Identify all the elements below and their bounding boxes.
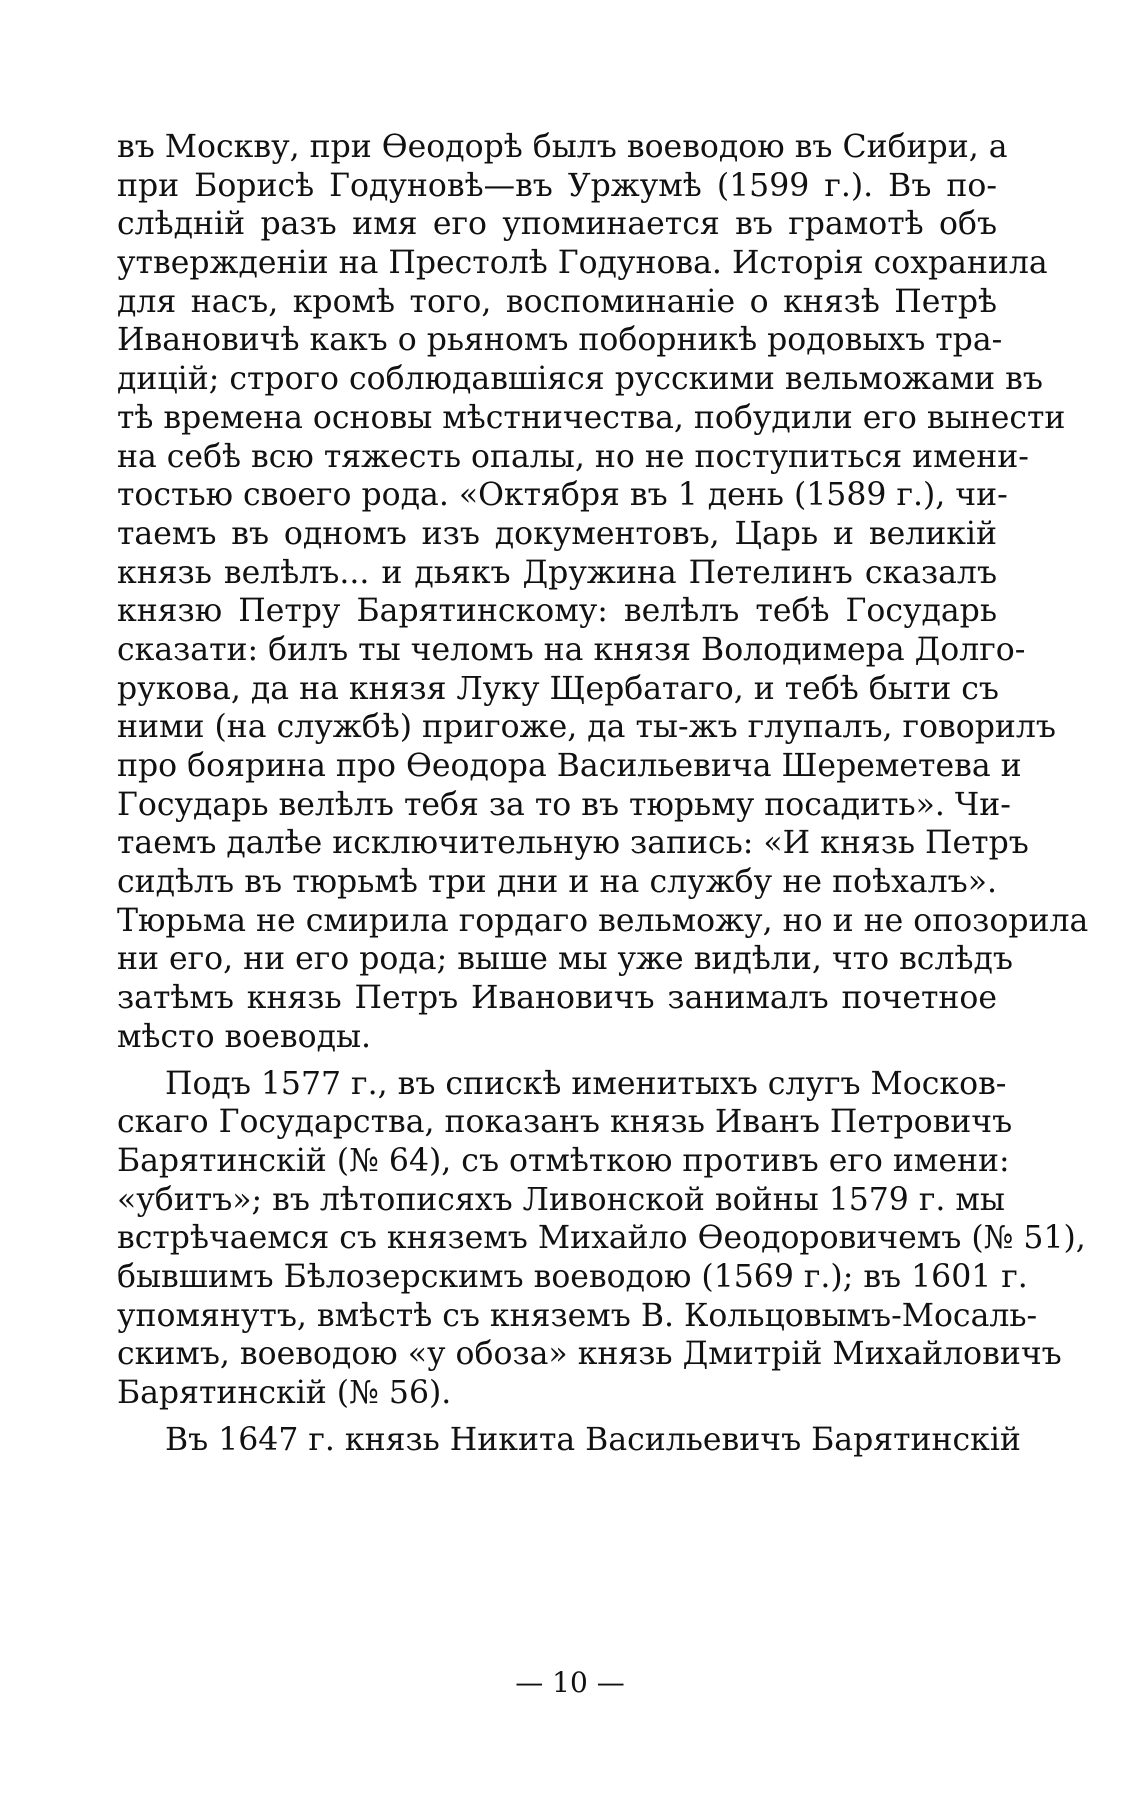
text-line: ними (на службѣ) пригоже, да ты-жъ глупалъ, говорилъ (117, 709, 1056, 746)
text-line: рукова, да на князя Луку Щербатаго, и тебѣ быти съ (117, 670, 999, 707)
paragraph-3 (117, 1421, 1021, 1460)
text-line: тостью своего рода. «Октября въ 1 день (1589 г.), чи- (117, 477, 1008, 514)
paragraph-1 (117, 128, 1089, 1057)
text-line: таемъ въ одномъ изъ документовъ, Царь и великій (117, 515, 997, 552)
text-line: упомянутъ, вмѣстѣ съ княземъ В. Кольцовымъ-Мосаль- (117, 1297, 1038, 1334)
paragraph-gap (117, 1413, 997, 1421)
text-line: въ Москву, при Ѳеодорѣ былъ воеводою въ Сибири, а (117, 129, 1008, 165)
text-line: дицій; строго соблюдавшіяся русскими вельможами въ (117, 361, 1043, 398)
page-number: — 10 — (515, 1666, 625, 1699)
body-text (117, 128, 1089, 1459)
paragraph-gap (117, 1057, 997, 1065)
text-line: сидѣлъ въ тюрьмѣ три дни и на службу не поѣхалъ». (117, 864, 997, 901)
text-line: тѣ времена основы мѣстничества, побудили его вынести (117, 399, 1066, 436)
text-line: скаго Государства, показанъ князь Иванъ Петровичъ (117, 1104, 1013, 1141)
text-line: для насъ, кромѣ того, воспоминаніе о князѣ Петрѣ (117, 283, 997, 320)
text-line: мѣсто воеводы. (117, 1018, 372, 1055)
text-line: Подъ 1577 г., въ спискѣ именитыхъ слугъ Москов- (165, 1065, 1007, 1102)
text-line: таемъ далѣе исключительную запись: «И князь Петръ (117, 825, 1029, 862)
text-line: Барятинскій (№ 56). (117, 1375, 452, 1411)
text-line: сказати: билъ ты челомъ на князя Володимера Долго- (117, 631, 1026, 668)
text-line: ни его, ни его рода; выше мы уже видѣли, что вслѣдъ (117, 941, 1013, 978)
text-line: утвержденіи на Престолѣ Годунова. Исторія сохранила (117, 245, 1048, 282)
paragraph-2 (117, 1065, 1086, 1413)
text-line: встрѣчаемся съ княземъ Михайло Ѳеодоровичемъ (№ 51), (117, 1220, 1086, 1257)
text-line: при Борисѣ Годуновѣ—въ Уржумѣ (1599 г.). Въ по- (117, 167, 997, 204)
text-line: на себѣ всю тяжесть опалы, но не поступиться имени- (117, 438, 1029, 475)
text-line: скимъ, воеводою «у обоза» князь Дмитрій Михайловичъ (117, 1336, 1062, 1373)
text-line: про боярина про Ѳеодора Васильевича Шереметева и (117, 748, 1022, 784)
text-line: затѣмъ князь Петръ Ивановичъ занималъ почетное (117, 980, 997, 1017)
text-line: Въ 1647 г. князь Никита Васильевичъ Барятинскій (165, 1421, 1021, 1458)
text-line: слѣдній разъ имя его упоминается въ грамотѣ объ (117, 206, 997, 243)
text-line: бывшимъ Бѣлозерскимъ воеводою (1569 г.); въ 1601 г. (117, 1258, 1028, 1295)
text-line: Барятинскій (№ 64), съ отмѣткою противъ его имени: (117, 1142, 1010, 1179)
text-line: Тюрьма не смирила гордаго вельможу, но и не опозорила (117, 902, 1089, 939)
text-line: князю Петру Барятинскому: велѣлъ тебѣ Государь (117, 593, 997, 630)
text-line: князь велѣлъ... и дьякъ Дружина Петелинъ сказалъ (117, 554, 997, 591)
text-line: Ивановичѣ какъ о рьяномъ поборникѣ родовыхъ тра- (117, 322, 1003, 359)
text-line: Государь велѣлъ тебя за то въ тюрьму посадить». Чи- (117, 786, 1011, 823)
text-line: «убитъ»; въ лѣтописяхъ Ливонской войны 1579 г. мы (117, 1181, 1005, 1218)
